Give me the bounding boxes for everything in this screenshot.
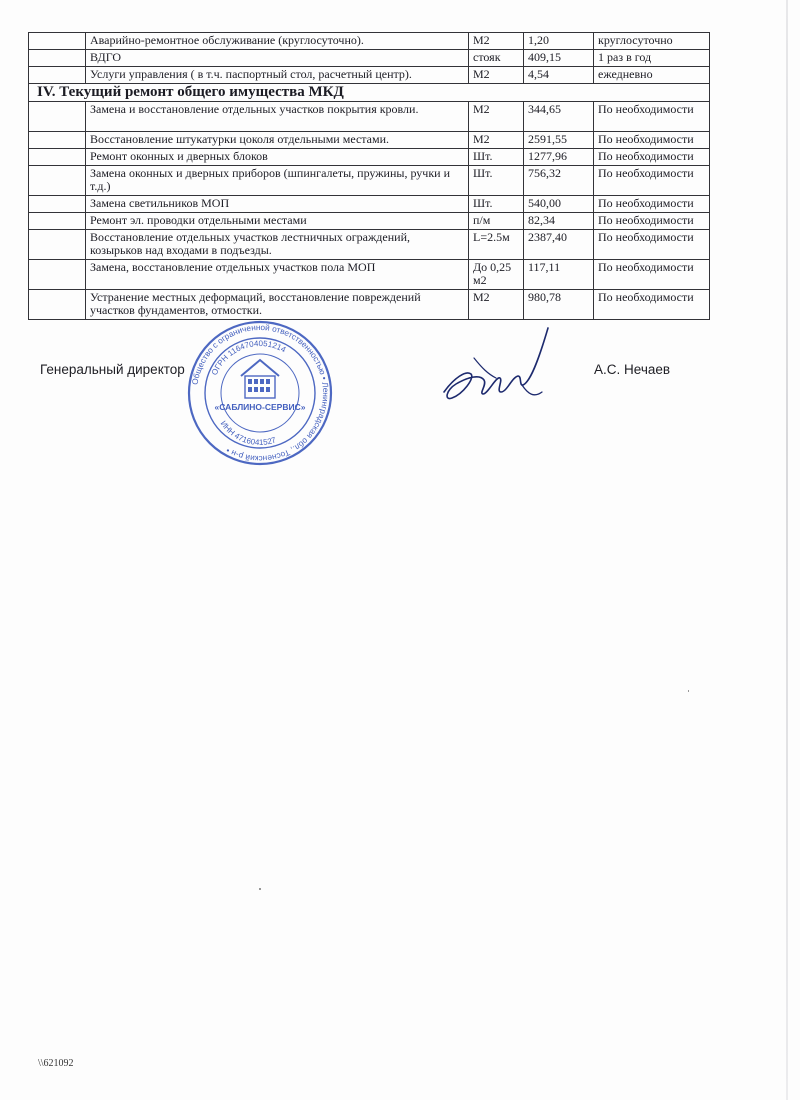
unit-cell: п/м xyxy=(469,213,524,230)
company-stamp xyxy=(185,318,335,468)
unit-cell: М2 xyxy=(469,67,524,84)
unit-cell: М2 xyxy=(469,290,524,320)
frequency-cell: По необходимости xyxy=(594,149,710,166)
scan-speck xyxy=(688,690,689,692)
index-cell xyxy=(29,67,86,84)
frequency-cell: По необходимости xyxy=(594,230,710,260)
table-row xyxy=(29,260,710,290)
index-cell xyxy=(29,102,86,132)
service-name: Аварийно-ремонтное обслуживание (круглосуточно). xyxy=(86,33,469,50)
stamp-inn-path: ИНН 4716041527 xyxy=(218,419,278,448)
frequency-cell: круглосуточно xyxy=(594,33,710,50)
unit-cell: М2 xyxy=(469,132,524,149)
index-cell xyxy=(29,230,86,260)
service-name: Услуги управления ( в т.ч. паспортный стол, расчетный центр). xyxy=(86,67,469,84)
unit-cell: М2 xyxy=(469,102,524,132)
frequency-cell: По необходимости xyxy=(594,290,710,320)
handwritten-signature xyxy=(438,322,554,412)
service-name: Замена светильников МОП xyxy=(86,196,469,213)
service-name: Замена оконных и дверных приборов (шпингалеты, пружины, ручки и т.д.) xyxy=(86,166,469,196)
signer-name: А.С. Нечаев xyxy=(594,362,671,377)
table-row xyxy=(29,196,710,213)
price-cell: 1,20 xyxy=(524,33,594,50)
unit-cell: Шт. xyxy=(469,149,524,166)
unit-cell: L=2.5м xyxy=(469,230,524,260)
index-cell xyxy=(29,33,86,50)
section-header-row xyxy=(29,84,710,102)
price-cell: 980,78 xyxy=(524,290,594,320)
table-row xyxy=(29,149,710,166)
footer-code: \\621092 xyxy=(38,1058,74,1069)
price-cell: 756,32 xyxy=(524,166,594,196)
table-row xyxy=(29,67,710,84)
service-name: Ремонт эл. проводки отдельными местами xyxy=(86,213,469,230)
service-name: Замена, восстановление отдельных участков пола МОП xyxy=(86,260,469,290)
table-row xyxy=(29,132,710,149)
service-name: ВДГО xyxy=(86,50,469,67)
table-row xyxy=(29,166,710,196)
index-cell xyxy=(29,132,86,149)
table-row xyxy=(29,290,710,320)
stamp-outer-path: Общество с ограниченной ответственностью • Ленинградская обл., Тосненский р-н • xyxy=(190,322,331,464)
frequency-cell: По необходимости xyxy=(594,132,710,149)
price-cell: 82,34 xyxy=(524,213,594,230)
price-cell: 409,15 xyxy=(524,50,594,67)
stamp-rings xyxy=(189,322,331,464)
price-cell: 344,65 xyxy=(524,102,594,132)
table-row xyxy=(29,33,710,50)
frequency-cell: По необходимости xyxy=(594,213,710,230)
frequency-cell: По необходимости xyxy=(594,102,710,132)
stamp-company: «САБЛИНО-СЕРВИС» xyxy=(214,402,306,412)
unit-cell: М2 xyxy=(469,33,524,50)
stamp-ogrn-path: ОГРН 1164704051214 xyxy=(209,338,288,377)
services-table xyxy=(28,32,710,320)
signer-position: Генеральный директор xyxy=(40,362,185,377)
service-name: Устранение местных деформаций, восстановление повреждений участков фундаментов, отмостки. xyxy=(86,290,469,320)
price-cell: 1277,96 xyxy=(524,149,594,166)
service-name: Восстановление штукатурки цоколя отдельными местами. xyxy=(86,132,469,149)
price-cell: 117,11 xyxy=(524,260,594,290)
frequency-cell: По необходимости xyxy=(594,166,710,196)
service-name: Восстановление отдельных участков лестничных ограждений, козырьков над входами в подъезды. xyxy=(86,230,469,260)
stamp-inn xyxy=(219,419,278,447)
stamp-ogrn xyxy=(210,339,288,377)
price-cell: 4,54 xyxy=(524,67,594,84)
price-cell: 2591,55 xyxy=(524,132,594,149)
frequency-cell: По необходимости xyxy=(594,196,710,213)
table-row xyxy=(29,102,710,132)
table-row xyxy=(29,50,710,67)
scan-edge xyxy=(786,0,788,1100)
index-cell xyxy=(29,196,86,213)
unit-cell: стояк xyxy=(469,50,524,67)
unit-cell: До 0,25 м2 xyxy=(469,260,524,290)
service-name: Замена и восстановление отдельных участков покрытия кровли. xyxy=(86,102,469,132)
table-row xyxy=(29,230,710,260)
index-cell xyxy=(29,149,86,166)
index-cell xyxy=(29,166,86,196)
stamp-outer-text xyxy=(191,323,331,463)
frequency-cell: По необходимости xyxy=(594,260,710,290)
index-cell xyxy=(29,290,86,320)
section-title: IV. Текущий ремонт общего имущества МКД xyxy=(29,84,710,102)
index-cell xyxy=(29,213,86,230)
price-cell: 540,00 xyxy=(524,196,594,213)
index-cell xyxy=(29,260,86,290)
index-cell xyxy=(29,50,86,67)
unit-cell: Шт. xyxy=(469,166,524,196)
frequency-cell: ежедневно xyxy=(594,67,710,84)
frequency-cell: 1 раз в год xyxy=(594,50,710,67)
unit-cell: Шт. xyxy=(469,196,524,213)
service-name: Ремонт оконных и дверных блоков xyxy=(86,149,469,166)
house-icon xyxy=(241,360,279,398)
table-row xyxy=(29,213,710,230)
scan-speck xyxy=(259,888,261,890)
price-cell: 2387,40 xyxy=(524,230,594,260)
